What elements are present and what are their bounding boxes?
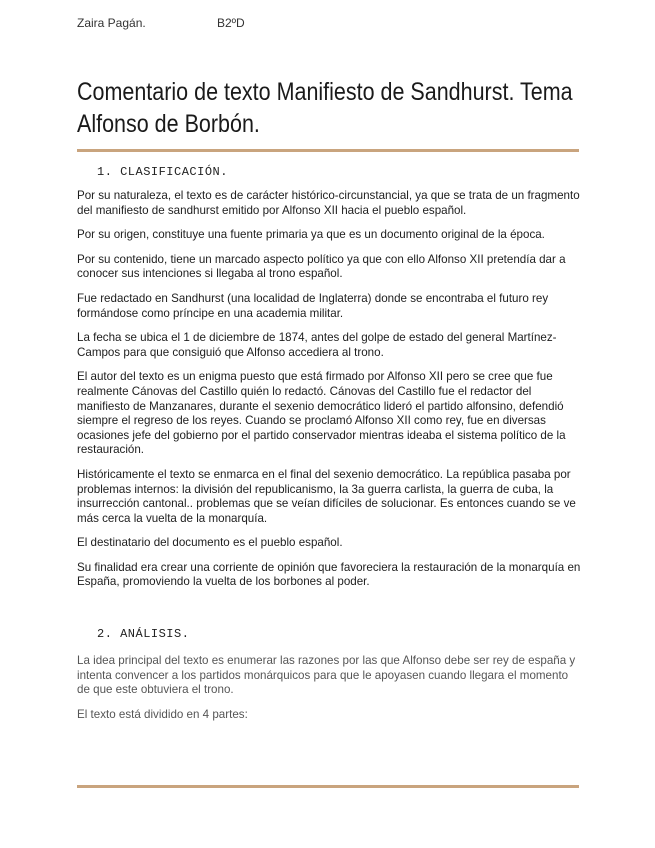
paragraph: Fue redactado en Sandhurst (una localidad de Inglaterra) donde se encontraba el futuro rey formándose como príncipe en una academia militar. [77,291,549,320]
paragraph: Por su origen, constituye una fuente primaria ya que es un documento original de la época. [77,228,545,242]
class-group: B2ºD [217,16,245,30]
document-title: Comentario de texto Manifiesto de Sandhurst. Tema Alfonso de Borbón. [77,78,573,138]
author-name: Zaira Pagán. [77,16,146,30]
footer-divider [77,785,579,788]
paragraph: El destinatario del documento es el pueblo español. [77,536,343,550]
paragraph: El autor del texto es un enigma puesto que está firmado por Alfonso XII pero se cree que fue realmente Cánovas del Castillo quién lo redactó. Cánovas del Castillo fue el redactor del manifiesto de Manzanares, durante el sexenio democrático lideró el partido alfonsino, defendió siempre el regreso de los reyes. Cuando se proclamó Alfonso XII como rey, fue en diversas ocasiones jefe del gobierno por el partido conservador mientras ideaba el sistema político de la restauración. [77,370,566,457]
paragraph: El texto está dividido en 4 partes: [77,707,248,721]
paragraph: La fecha se ubica el 1 de diciembre de 1874, antes del golpe de estado del general Martínez-Campos para que consiguió que Alfonso accediera al trono. [77,331,557,359]
section-heading-clasificacion: 1. CLASIFICACIÓN. [97,165,228,179]
paragraph: Por su contenido, tiene un marcado aspecto político ya que con ello Alfonso XII pretendía dar a conocer sus intenciones si llegaba al trono español. [77,252,566,281]
header-line [77,16,245,30]
section-body-analisis [77,654,582,732]
paragraph: Por su naturaleza, el texto es de carácter histórico-circunstancial, ya que se trata de un fragmento del manifiesto de sandhurst emitido por Alfonso XII hacia el pueblo español. [77,189,580,217]
paragraph: Históricamente el texto se enmarca en el final del sexenio democrático. La república pasaba por problemas internos: la división del republicanismo, la 3a guerra carlista, la guerra de cuba, la insurrección cantonal.. problemas que se veían difíciles de solucionar. Es entonces cuando se ve más cerca la vuelta de la monarquía. [77,467,576,525]
paragraph: La idea principal del texto es enumerar las razones por las que Alfonso debe ser rey de españa y intenta convencer a los partidos monárquicos para que le apoyasen cuando llegara el momento de que este obtuviera el trono. [77,654,576,697]
section-body-clasificacion [77,189,582,600]
section-heading-analisis: 2. ANÁLISIS. [97,627,190,641]
paragraph: Su finalidad era crear una corriente de opinión que favoreciera la restauración de la monarquía en España, promoviendo la vuelta de los borbones al poder. [77,560,581,589]
title-divider [77,149,579,152]
